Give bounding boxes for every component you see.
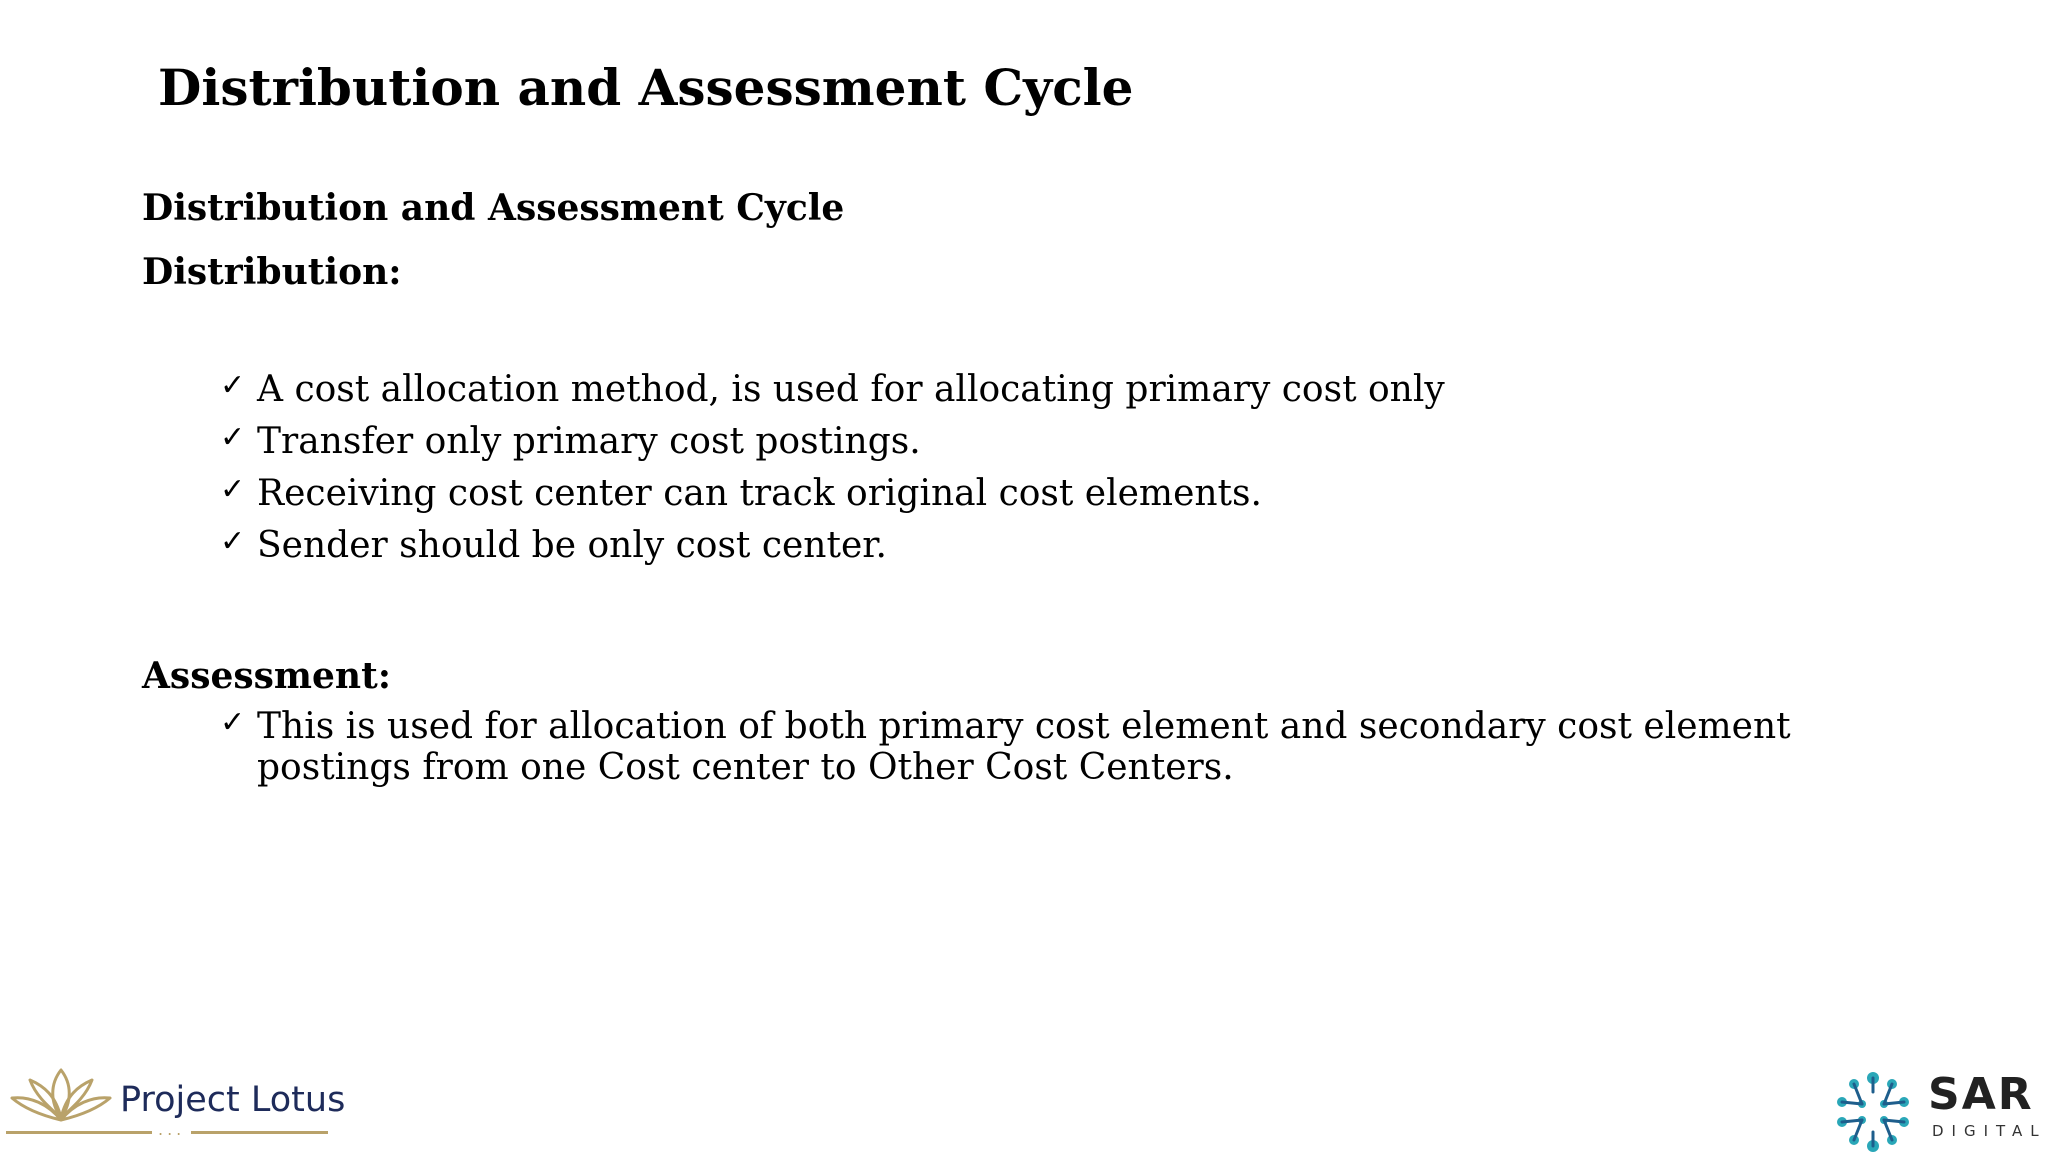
list-item	[220, 364, 1445, 416]
distribution-label: Distribution:	[142, 251, 402, 293]
assessment-label: Assessment:	[142, 655, 391, 697]
checkmark-icon: ✓	[220, 524, 246, 559]
list-item	[220, 706, 1897, 788]
list-item-text: Transfer only primary cost postings.	[257, 421, 921, 462]
section-heading: Distribution and Assessment Cycle	[142, 187, 845, 229]
list-item	[220, 468, 1445, 520]
assessment-list	[220, 706, 1897, 788]
lotus-icon	[6, 1062, 116, 1128]
project-lotus-text: Project Lotus	[120, 1080, 346, 1120]
digital-text: DIGITAL	[1932, 1122, 2047, 1140]
checkmark-icon: ✓	[220, 472, 246, 507]
checkmark-icon: ✓	[220, 420, 246, 455]
checkmark-icon: ✓	[220, 368, 246, 403]
project-lotus-logo	[6, 1062, 346, 1142]
list-item-text: A cost allocation method, is used for allocating primary cost only	[257, 369, 1445, 410]
list-item	[220, 416, 1445, 468]
network-dots-icon	[1832, 1070, 1914, 1152]
list-item	[220, 520, 1445, 572]
sar-text: SAR	[1928, 1069, 2034, 1120]
list-item-text: Receiving cost center can track original cost elements.	[257, 473, 1262, 514]
slide-title: Distribution and Assessment Cycle	[158, 58, 1134, 117]
distribution-list	[220, 364, 1445, 572]
list-item-text: This is used for allocation of both primary cost element and secondary cost element postings from one Cost center to Other Cost Centers.	[257, 706, 1791, 788]
list-item-text: Sender should be only cost center.	[257, 525, 887, 566]
sar-digital-logo	[1832, 1069, 2047, 1152]
lotus-dots: ...	[152, 1122, 191, 1138]
checkmark-icon: ✓	[220, 705, 246, 740]
